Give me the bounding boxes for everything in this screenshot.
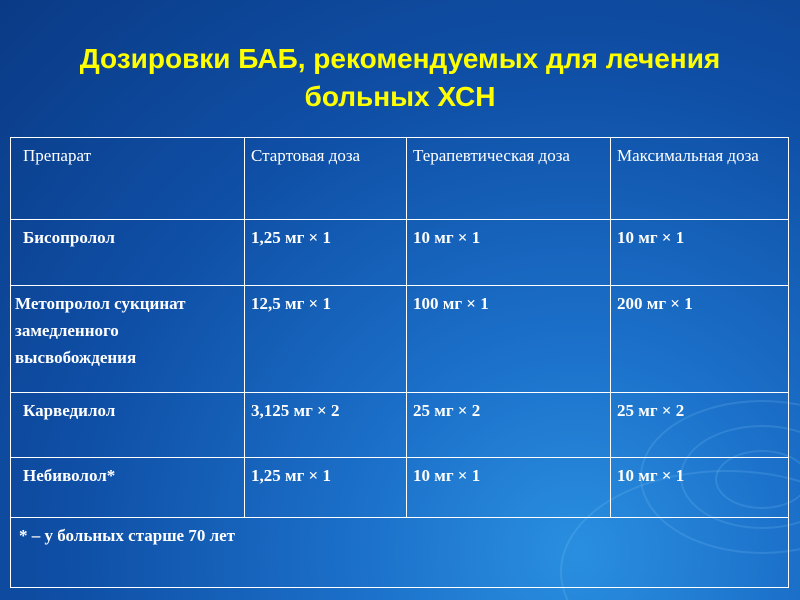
- table-row: [11, 220, 789, 286]
- slide-title: [0, 40, 800, 116]
- therapeutic-dose-cell: 10 мг × 1: [407, 458, 611, 518]
- header-start-dose: Стартовая доза: [245, 138, 407, 220]
- table-row: [11, 393, 789, 458]
- footnote-row: [11, 518, 789, 588]
- drug-name-cell: Карведилол: [11, 393, 245, 458]
- therapeutic-dose-cell: 10 мг × 1: [407, 220, 611, 286]
- start-dose-cell: 1,25 мг × 1: [245, 458, 407, 518]
- dosage-table: [10, 137, 789, 588]
- title-line-2: больных ХСН: [304, 81, 496, 112]
- drug-name-cell: Небиволол*: [11, 458, 245, 518]
- therapeutic-dose-cell: 100 мг × 1: [407, 286, 611, 393]
- table-row: [11, 286, 789, 393]
- footnote: * – у больных старше 70 лет: [11, 518, 789, 588]
- header-max-dose: Максимальная доза: [611, 138, 789, 220]
- max-dose-cell: 200 мг × 1: [611, 286, 789, 393]
- max-dose-cell: 25 мг × 2: [611, 393, 789, 458]
- header-therapeutic-dose: Терапевтическая доза: [407, 138, 611, 220]
- max-dose-cell: 10 мг × 1: [611, 458, 789, 518]
- therapeutic-dose-cell: 25 мг × 2: [407, 393, 611, 458]
- table-row: [11, 458, 789, 518]
- header-drug: Препарат: [11, 138, 245, 220]
- max-dose-cell: 10 мг × 1: [611, 220, 789, 286]
- drug-name-cell: Метопролол сукцинат замедленного высвобождения: [11, 286, 245, 393]
- table-header-row: [11, 138, 789, 220]
- title-line-1: Дозировки БАБ, рекомендуемых для лечения: [79, 43, 721, 74]
- start-dose-cell: 1,25 мг × 1: [245, 220, 407, 286]
- start-dose-cell: 3,125 мг × 2: [245, 393, 407, 458]
- drug-name-cell: Бисопролол: [11, 220, 245, 286]
- start-dose-cell: 12,5 мг × 1: [245, 286, 407, 393]
